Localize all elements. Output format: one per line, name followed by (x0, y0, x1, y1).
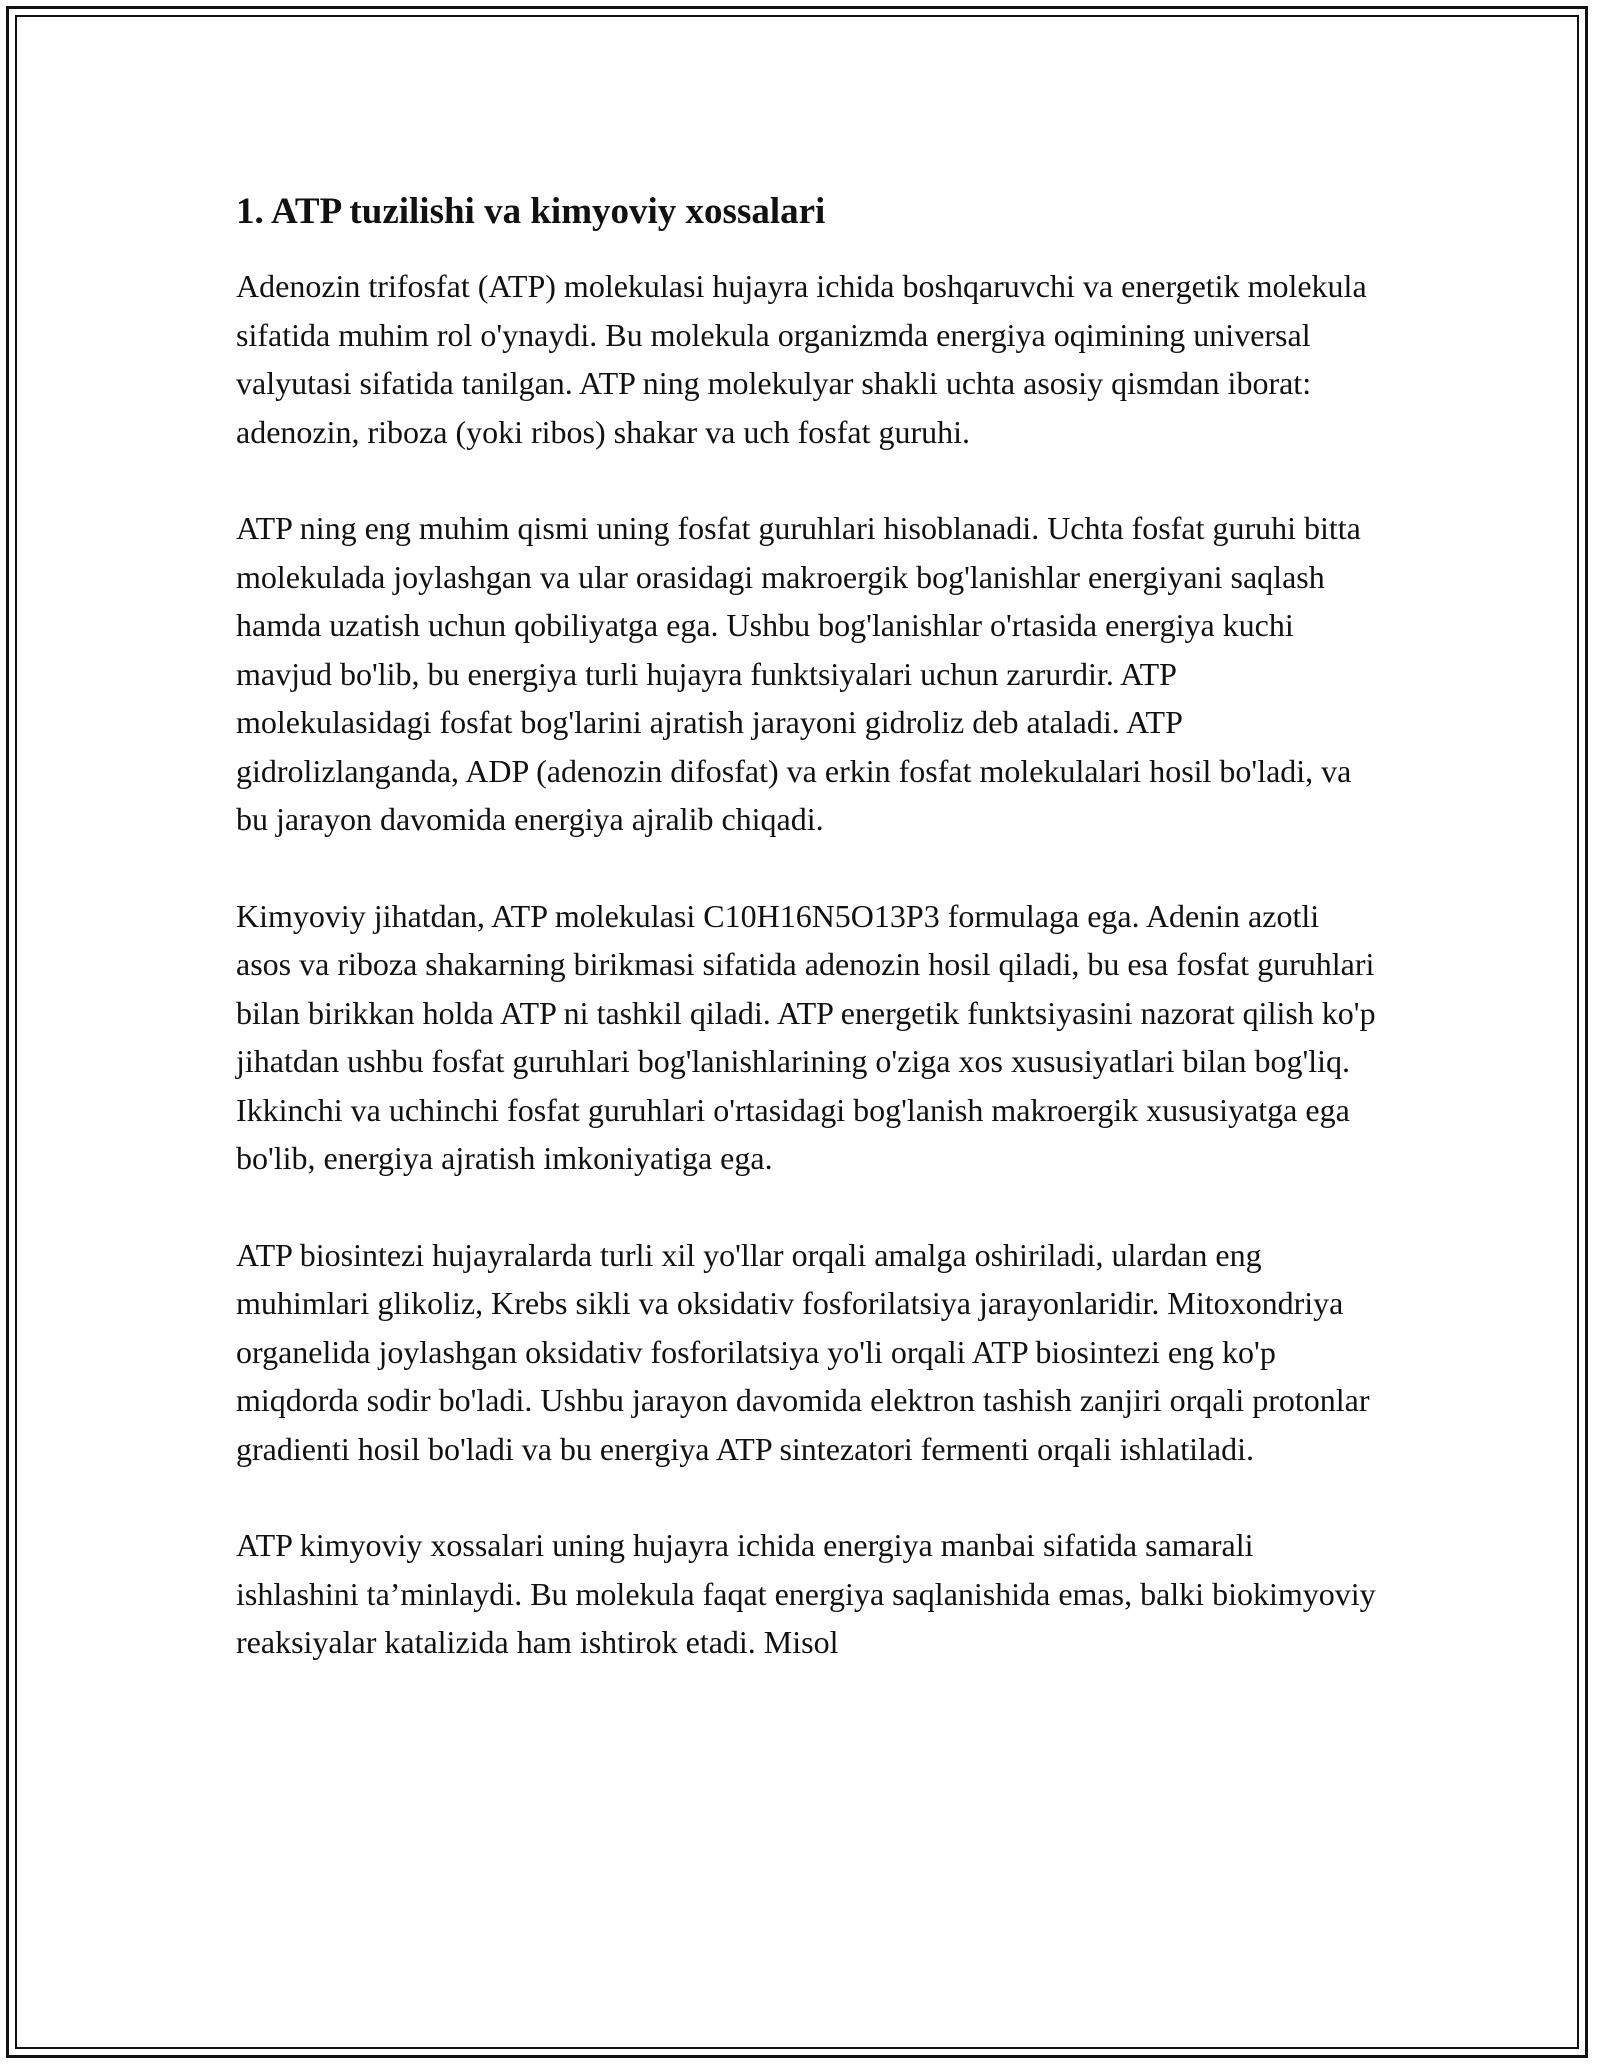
paragraph-chemical-formula: Kimyoviy jihatdan, ATP molekulasi C10H16N5O13P3 formulaga ega. Adenin azotli asos va riboza shakarning birikmasi sifatida adenozin hosil qiladi, bu esa fosfat guruhlari bilan birikkan holda ATP ni tashkil qiladi. ATP energetik funktsiyasini nazorat qilish ko'p jihatdan ushbu fosfat guruhlari bog'lanishlarining o'ziga xos xususiyatlari bilan bog'liq. Ikkinchi va uchinchi fosfat guruhlari o'rtasidagi bog'lanish makroergik xususiyatga ega bo'lib, energiya ajratish imkoniyatiga ega. (236, 897, 1376, 1176)
paragraph-phosphate-groups: ATP ning eng muhim qismi uning fosfat guruhlari hisoblanadi. Uchta fosfat guruhi bitta molekulada joylashgan va ular orasidagi makroergik bog'lanishlar energiyani saqlash hamda uzatish uchun qobiliyatga ega. Ushbu bog'lanishlar o'rtasida energiya kuchi mavjud bo'lib, bu energiya turli hujayra funktsiyalari uchun zarurdir. ATP molekulasidagi fosfat bog'larini ajratish jarayoni gidroliz deb ataladi. ATP gidrolizlanganda, ADP (adenozin difosfat) va erkin fosfat molekulalari hosil bo'ladi, va bu jarayon davomida energiya ajralib chiqadi. (236, 510, 1361, 837)
paragraph-intro: Adenozin trifosfat (ATP) molekulasi hujayra ichida boshqaruvchi va energetik molekula sifatida muhim rol o'ynaydi. Bu molekula organizmda energiya oqimining universal valyutasi sifatida tanilgan. ATP ning molekulyar shakli uchta asosiy qismdan iborat: adenozin, riboza (yoki ribos) shakar va uch fosfat guruhi. (236, 268, 1367, 450)
paragraph-biosynthesis: ATP biosintezi hujayralarda turli xil yo'llar orqali amalga oshiriladi, ulardan eng muhimlari glikoliz, Krebs sikli va oksidativ fosforilatsiya jarayonlaridir. Mitoxondriya organelida joylashgan oksidativ fosforilatsiya yo'li orqali ATP biosintezi eng ko'p miqdorda sodir bo'ladi. Ushbu jarayon davomida elektron tashish zanjiri orqali protonlar gradienti hosil bo'ladi va bu energiya ATP sintezatori fermenti orqali ishlatiladi. (236, 1236, 1370, 1467)
paragraph-chemical-properties: ATP kimyoviy xossalari uning hujayra ichida energiya manbai sifatida samarali ishlashini ta’minlaydi. Bu molekula faqat energiya saqlanishida emas, balki biokimyoviy reaksiyalar katalizida ham ishtirok etadi. Misol (236, 1527, 1376, 1660)
section-heading: 1. ATP tuzilishi va kimyoviy xossalari (236, 191, 826, 232)
document-body (236, 188, 1376, 1715)
